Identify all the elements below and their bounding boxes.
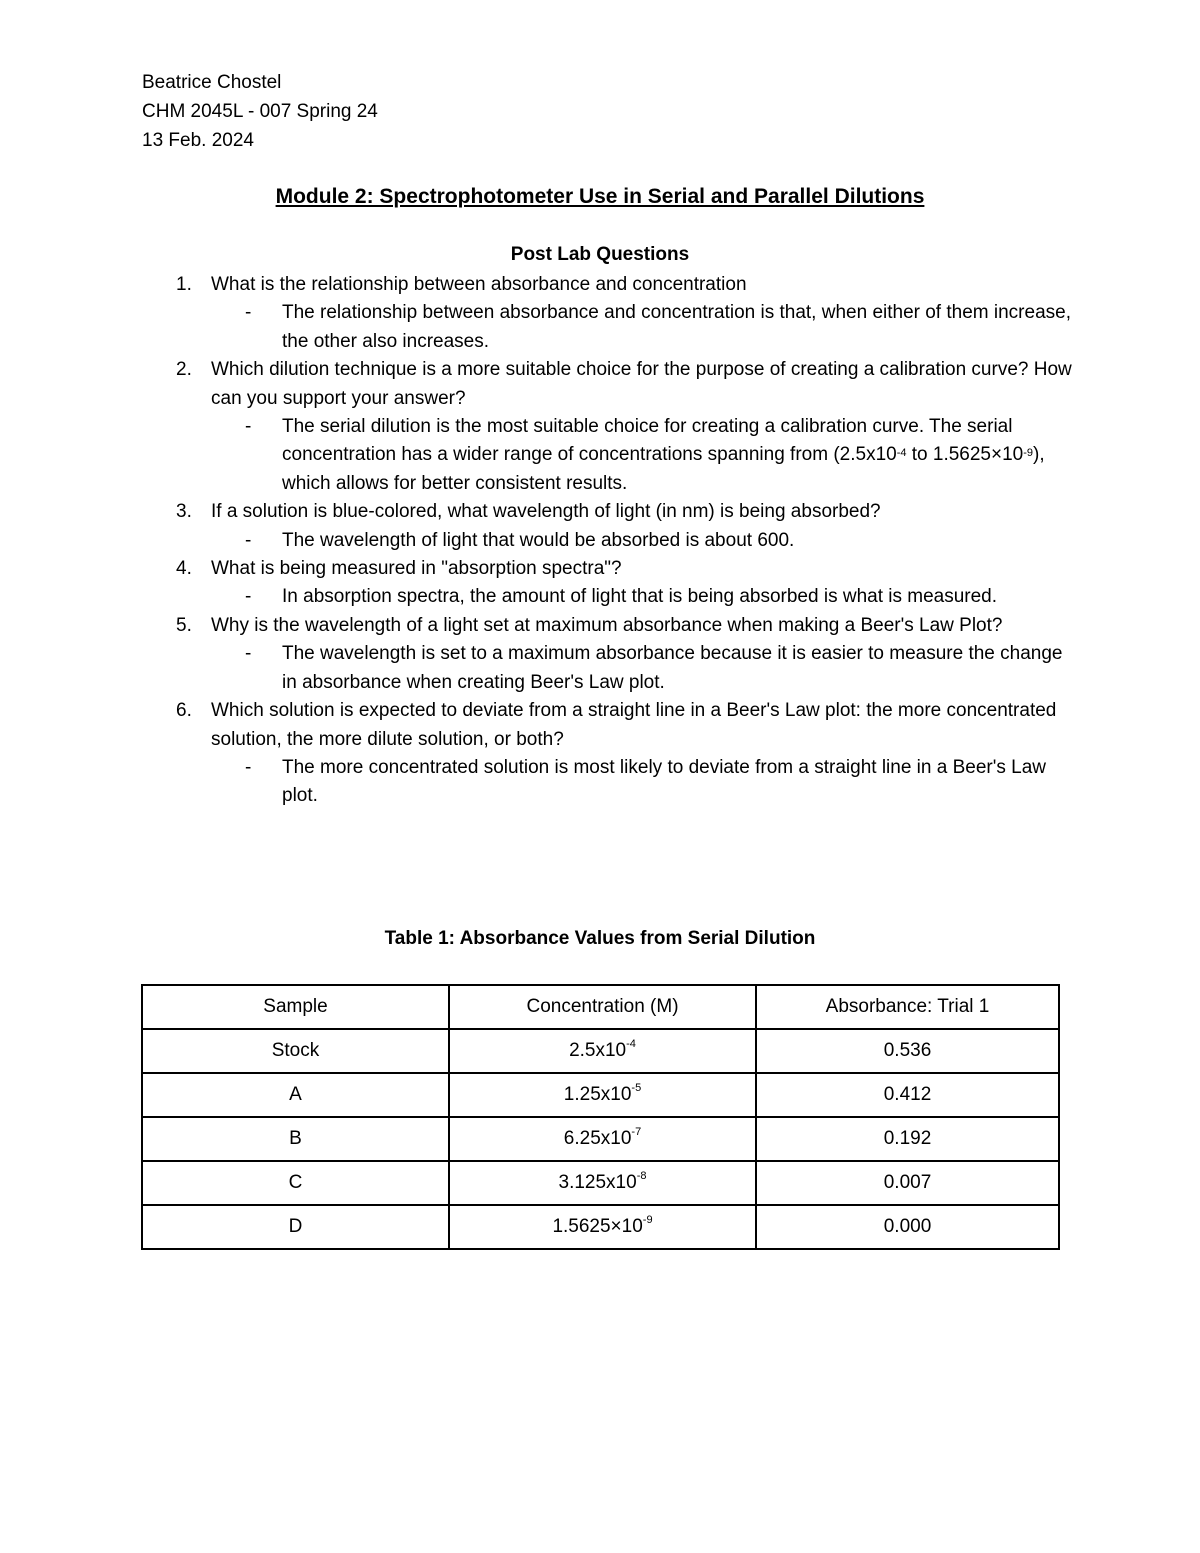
exponent: -5 (631, 1082, 642, 1094)
cell-absorbance: 0.536 (756, 1029, 1059, 1073)
section-heading: Post Lab Questions (510, 244, 690, 265)
question-number: 2. (176, 359, 192, 381)
answer-text: The wavelength of light that would be absorbed is about 600. (282, 529, 795, 551)
table-row (142, 1029, 1059, 1073)
answer-4 (176, 583, 1076, 611)
cell-absorbance: 0.412 (756, 1073, 1059, 1117)
table-header-row (142, 985, 1059, 1029)
bullet-dash: - (245, 302, 252, 324)
exponent: -8 (636, 1170, 647, 1182)
bullet-dash: - (245, 586, 252, 608)
cell-sample: D (142, 1205, 449, 1249)
question-6 (176, 697, 1076, 754)
table-row (142, 1205, 1059, 1249)
cell-sample: B (142, 1117, 449, 1161)
question-number: 6. (176, 700, 192, 722)
answer-text: The relationship between absorbance and concentration is that, when either of them increase, the other also increases. (282, 302, 1071, 352)
exponent: -7 (631, 1126, 642, 1138)
cell-concentration (449, 1117, 756, 1161)
author-name: Beatrice Chostel (142, 72, 282, 93)
table-row (142, 1073, 1059, 1117)
question-number: 4. (176, 558, 192, 580)
document-date: 13 Feb. 2024 (142, 130, 254, 151)
question-number: 5. (176, 614, 192, 636)
concentration-base: 1.25x10 (563, 1084, 632, 1105)
header-absorbance: Absorbance: Trial 1 (756, 985, 1059, 1029)
question-number: 1. (176, 274, 192, 295)
cell-concentration (449, 1205, 756, 1249)
exponent: -4 (896, 447, 907, 460)
concentration-base: 3.125x10 (558, 1172, 637, 1193)
question-4 (176, 555, 1076, 583)
question-text: If a solution is blue-colored, what wavelength of light (in nm) is being absorbed? (211, 501, 881, 523)
answer-1 (176, 299, 1076, 356)
table-row (142, 1161, 1059, 1205)
bullet-dash: - (245, 416, 252, 438)
course-code: CHM 2045L - 007 Spring 24 (142, 101, 378, 122)
bullet-dash: - (245, 643, 252, 665)
question-3 (176, 498, 1076, 526)
cell-concentration (449, 1073, 756, 1117)
cell-absorbance: 0.192 (756, 1117, 1059, 1161)
answer-5 (176, 640, 1076, 697)
table-row (142, 1117, 1059, 1161)
cell-absorbance: 0.000 (756, 1205, 1059, 1249)
table-caption: Table 1: Absorbance Values from Serial Dilution (384, 928, 816, 949)
exponent: -9 (642, 1214, 653, 1226)
cell-sample: Stock (142, 1029, 449, 1073)
concentration-base: 1.5625×10 (552, 1216, 643, 1237)
question-text: What is the relationship between absorbance and concentration (211, 274, 747, 295)
question-5 (176, 612, 1076, 640)
question-2 (176, 356, 1076, 413)
cell-absorbance: 0.007 (756, 1161, 1059, 1205)
concentration-base: 2.5x10 (569, 1040, 627, 1061)
header-sample: Sample (142, 985, 449, 1029)
question-text: Which solution is expected to deviate from a straight line in a Beer's Law plot: the more concentrated solution, the more dilute solution, or both? (211, 700, 1057, 750)
answer-3 (176, 527, 1076, 555)
page-title: Module 2: Spectrophotometer Use in Serial and Parallel Dilutions (275, 185, 925, 208)
question-list (176, 271, 1076, 811)
cell-sample: A (142, 1073, 449, 1117)
question-number: 3. (176, 501, 192, 523)
answer-text: The more concentrated solution is most likely to deviate from a straight line in a Beer's Law plot. (282, 756, 1046, 807)
exponent: -9 (1023, 447, 1034, 460)
answer-6 (176, 754, 1076, 811)
answer-text: In absorption spectra, the amount of light that is being absorbed is what is measured. (282, 586, 998, 608)
question-text: What is being measured in "absorption spectra"? (211, 558, 622, 580)
answer-text-part1: The serial dilution is the most suitable choice for creating a calibration curve. The serial concentration has a wider range of concentrations spanning from (2.5x10 (282, 416, 1013, 466)
question-text: Why is the wavelength of a light set at maximum absorbance when making a Beer's Law Plot? (211, 614, 1003, 636)
answer-text-part3: ), which allows for better consistent results. (282, 444, 1045, 494)
cell-concentration (449, 1161, 756, 1205)
question-text: Which dilution technique is a more suitable choice for the purpose of creating a calibration curve? How can you support your answer? (211, 359, 1072, 409)
exponent: -4 (626, 1038, 636, 1050)
answer-text-part2: to 1.5625×10 (906, 444, 1024, 466)
answer-text: The wavelength is set to a maximum absorbance because it is easier to measure the change in absorbance when creating Beer's Law plot. (282, 643, 1063, 693)
concentration-base: 6.25x10 (563, 1128, 632, 1149)
header-concentration: Concentration (M) (449, 985, 756, 1029)
absorbance-table (141, 984, 1060, 1250)
bullet-dash: - (245, 756, 252, 778)
cell-concentration (449, 1029, 756, 1073)
question-1 (176, 271, 1076, 299)
bullet-dash: - (245, 529, 252, 551)
answer-2 (176, 413, 1076, 498)
cell-sample: C (142, 1161, 449, 1205)
